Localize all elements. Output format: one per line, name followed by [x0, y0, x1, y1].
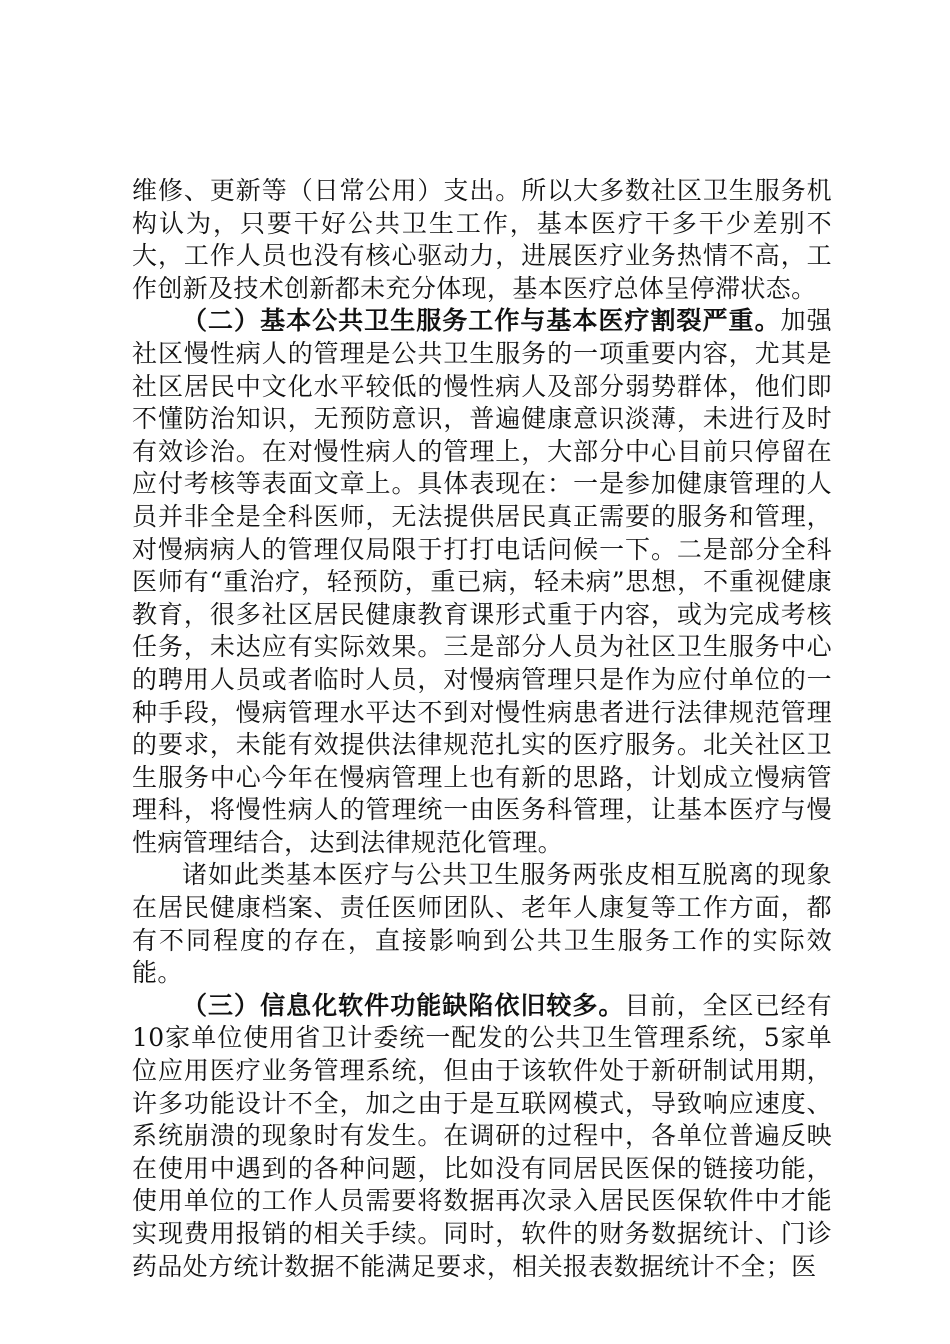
paragraph-2-text: 加强社区慢性病人的管理是公共卫生服务的一项重要内容，尤其是社区居民中文化水平较低的慢性病人及部分弱势群体，他们即不懂防治知识，无预防意识，普遍健康意识淡薄，未进行及时有效诊治。在对慢性病人的管理上，大部分中心目前只停留在应付考核等表面文章上。具体表现在：一是参加健康管理的人员并非全是全科医师，无法提供居民真正需要的服务和管理，对慢病病人的管理仅局限于打打电话问候一下。二是部分全科医师有“重治疗，轻预防，重已病，轻未病”思想，不重视健康教育，很多社区居民健康教育课形式重于内容，或为完成考核任务，未达应有实际效果。三是部分人员为社区卫生服务中心的聘用人员或者临时人员，对慢病管理只是作为应付单位的一种手段，慢病管理水平达不到对慢性病患者进行法律规范管理的要求，未能有效提供法律规范扎实的医疗服务。北关社区卫生服务中心今年在慢病管理上也有新的思路，计划成立慢病管理科，将慢性病人的管理统一由医务科管理，让基本医疗与慢性病管理结合，达到法律规范化管理。 — [132, 306, 833, 857]
document-body — [132, 175, 832, 1283]
paragraph-2 — [132, 305, 832, 859]
section-heading-3: （三）信息化软件功能缺陷依旧较多。 — [182, 990, 625, 1020]
paragraph-3 — [132, 859, 832, 989]
paragraph-1 — [132, 175, 832, 305]
section-heading-2: （二）基本公共卫生服务工作与基本医疗割裂严重。 — [182, 306, 781, 336]
paragraph-4-text: 目前，全区已经有10家单位使用省卫计委统一配发的公共卫生管理系统，5家单位应用医疗业务管理系统，但由于该软件处于新研制试用期，许多功能设计不全，加之由于是互联网模式，导致响应速度、系统崩溃的现象时有发生。在调研的过程中，各单位普遍反映在使用中遇到的各种问题，比如没有同居民医保的链接功能，使用单位的工作人员需要将数据再次录入居民医保软件中才能实现费用报销的相关手续。同时，软件的财务数据统计、门诊药品处方统计数据不能满足要求，相关报表数据统计不全；医 — [132, 990, 832, 1281]
paragraph-1-text: 维修、更新等（日常公用）支出。所以大多数社区卫生服务机构认为，只要干好公共卫生工作，基本医疗干多干少差别不大，工作人员也没有核心驱动力，进展医疗业务热情不高，工作创新及技术创新都未充分体现，基本医疗总体呈停滞状态。 — [132, 176, 832, 303]
paragraph-3-text: 诸如此类基本医疗与公共卫生服务两张皮相互脱离的现象在居民健康档案、责任医师团队、老年人康复等工作方面，都有不同程度的存在，直接影响到公共卫生服务工作的实际效能。 — [132, 860, 832, 988]
paragraph-4 — [132, 990, 832, 1283]
